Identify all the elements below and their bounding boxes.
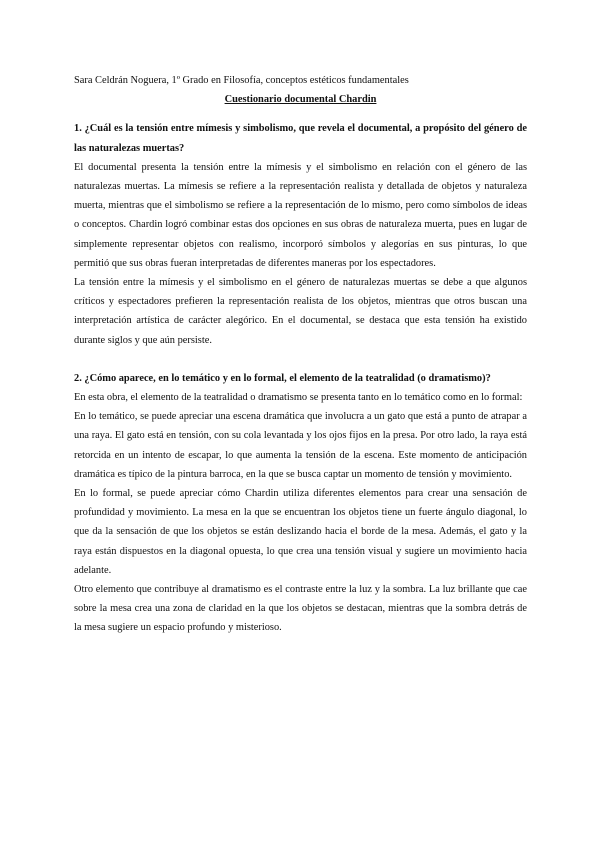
- question-2: 2. ¿Cómo aparece, en lo temático y en lo formal, el elemento de la teatralidad (o dramatismo)?: [74, 372, 491, 384]
- answer-2-paragraph-2: En lo temático, se puede apreciar una escena dramática que involucra a un gato que está a punto de atrapar a una raya. El gato está en tensión, con su cola levantada y los ojos fijos en la presa. Por otro lado, la raya está retorcida en un intento de escapar, lo que aumenta la tensión de la escena. Este momento de anticipación dramática es típico de la pintura barroca, en la que se busca captar un momento de tensión y movimiento.: [74, 411, 527, 480]
- answer-2-paragraph-1: En esta obra, el elemento de la teatralidad o dramatismo se presenta tanto en lo temático como en lo formal:: [74, 392, 523, 404]
- answer-1-paragraph-2: La tensión entre la mímesis y el simbolismo en el género de naturalezas muertas se debe a que algunos críticos y espectadores prefieren la representación realista de los objetos, mientras que otros buscan una interpretación artística de carácter alegórico. En el documental, se destaca que esta tensión ha existido durante siglos y que aún persiste.: [74, 277, 527, 346]
- author-header: Sara Celdrán Noguera, 1º Grado en Filosofía, conceptos estéticos fundamentales: [74, 75, 409, 86]
- answer-2-paragraph-4: Otro elemento que contribuye al dramatismo es el contraste entre la luz y la sombra. La luz brillante que cae sobre la mesa crea una zona de claridad en la que los objetos se destacan, mientras que la sombra detrás de la mesa sugiere un espacio profundo y misterioso.: [74, 584, 527, 634]
- answer-1-paragraph-1: El documental presenta la tensión entre la mímesis y el simbolismo en relación con el género de las naturalezas muertas. La mímesis se refiere a la representación realista y detallada de objetos y naturaleza muerta, mientras que el simbolismo se refiere a la representación de lo mismo, pero como símbolos de ideas o conceptos. Chardin logró combinar estas dos opciones en sus obras de naturaleza muerta, pues en lugar de simplemente representar objetos con realismo, incorporó símbolos y alegorías en sus pinturas, lo que permitió que sus obras fueran interpretadas de diferentes maneras por los espectadores.: [74, 161, 527, 269]
- document-title: Cuestionario documental Chardin: [224, 94, 377, 106]
- section-1: [74, 119, 527, 349]
- document-body: [74, 71, 527, 638]
- section-2: [74, 369, 527, 638]
- question-1: 1. ¿Cuál es la tensión entre mímesis y simbolismo, que revela el documental, a propósito del género de las naturalezas muertas?: [74, 123, 527, 154]
- answer-2-paragraph-3: En lo formal, se puede apreciar cómo Chardin utiliza diferentes elementos para crear una sensación de profundidad y movimiento. La mesa en la que se encuentran los objetos tiene un fuerte ángulo diagonal, lo que da la sensación de que los objetos se están deslizando hacia el borde de la mesa. Además, el gato y la raya están dispuestos en la diagonal opuesta, lo que crea una tensión visual y sugiere un movimiento hacia adelante.: [74, 488, 527, 576]
